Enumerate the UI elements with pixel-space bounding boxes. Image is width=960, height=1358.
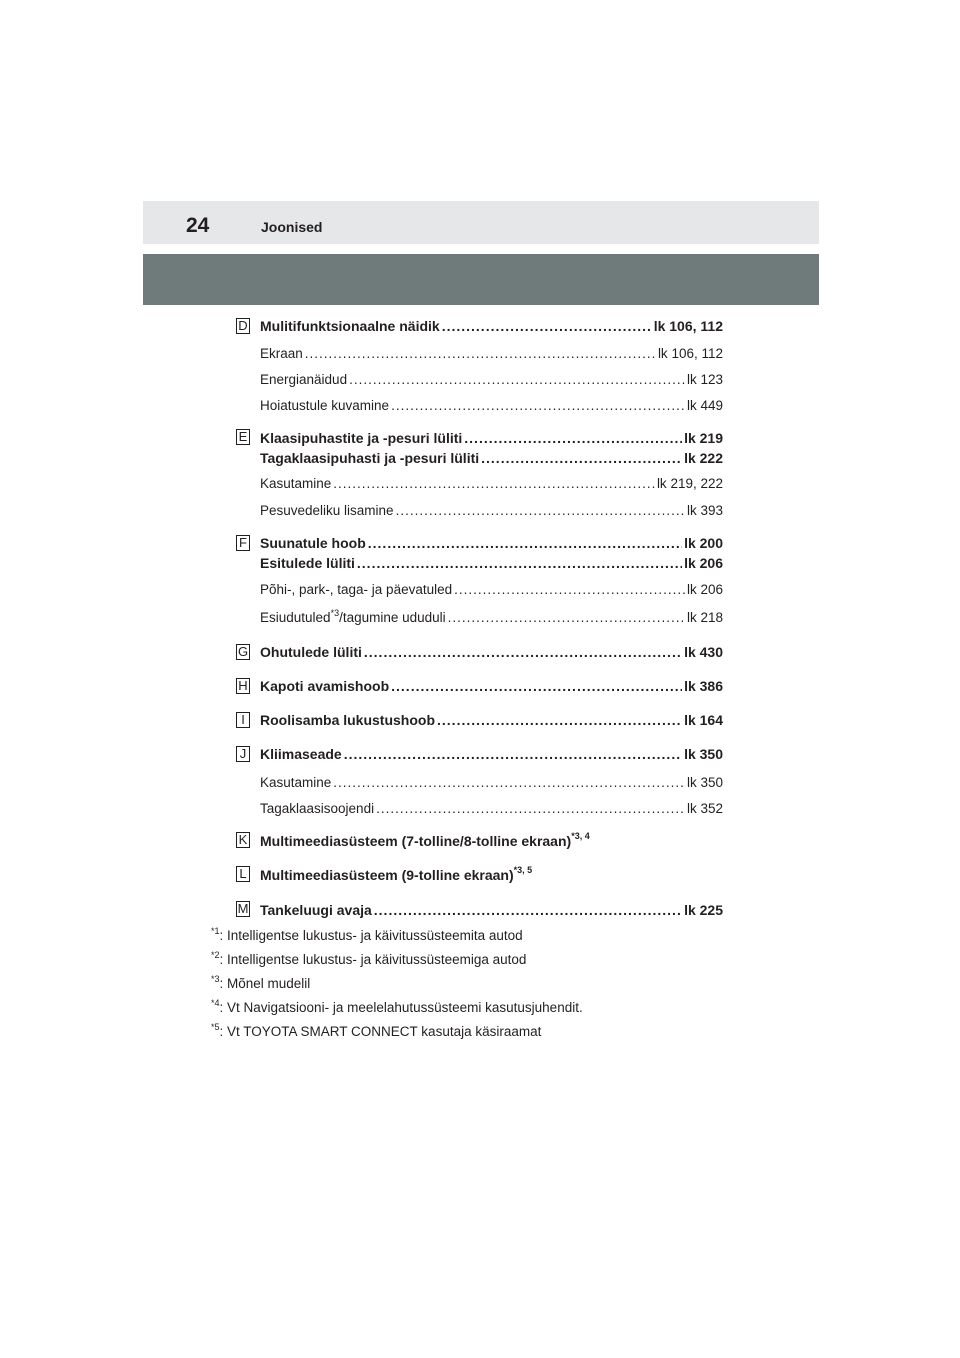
page-reference[interactable]: lk 219, 222 <box>656 476 723 491</box>
footnote-mark: *2 <box>211 949 220 960</box>
section-letter-box: F <box>236 535 250 551</box>
section-title: Joonised <box>261 219 323 235</box>
page-reference[interactable]: lk 222 <box>684 450 723 466</box>
index-entry <box>260 502 723 520</box>
dot-leader <box>349 371 685 389</box>
section-letter-box: H <box>236 678 250 694</box>
index-entry <box>260 345 723 363</box>
page-reference[interactable]: lk 219 <box>684 430 723 446</box>
page-reference[interactable]: lk 225 <box>684 902 723 918</box>
header-band <box>143 201 819 244</box>
page-reference[interactable]: lk 123 <box>686 372 723 387</box>
entry-label: Roolisamba lukustushoob <box>260 712 436 728</box>
entry-label: Põhi-, park-, taga- ja päevatuled <box>260 582 453 597</box>
page-reference[interactable]: lk 106, 112 <box>653 318 723 334</box>
page-reference[interactable]: lk 350 <box>686 775 723 790</box>
index-entry <box>260 429 723 447</box>
section-letter-box: L <box>236 866 250 882</box>
dot-leader <box>391 397 685 415</box>
entry-label: Kliimaseade <box>260 746 342 762</box>
footnote-text: : Intelligentse lukustus- ja käivitussüsteemita autod <box>219 928 523 943</box>
entry-label: Kasutamine <box>260 476 332 491</box>
dot-leader <box>344 745 682 763</box>
dot-leader <box>442 317 652 335</box>
index-entry <box>260 677 723 695</box>
entry-label: Tagaklaasipuhasti ja -pesuri lüliti <box>260 450 480 466</box>
entry-label: Suunatule hoob <box>260 535 366 551</box>
index-entry <box>260 534 723 552</box>
page-reference[interactable]: lk 218 <box>686 610 723 625</box>
entry-label: Ohutulede lüliti <box>260 644 362 660</box>
section-letter-box: J <box>236 746 250 762</box>
footnote <box>211 1023 541 1041</box>
entry-label: Tagaklaasisoojendi <box>260 801 375 816</box>
dot-leader <box>454 581 685 599</box>
dot-leader <box>437 711 682 729</box>
page-reference[interactable]: lk 200 <box>684 535 723 551</box>
section-letter-box: K <box>236 832 250 848</box>
index-entry <box>260 745 723 763</box>
entry-label: Klaasipuhastite ja -pesuri lüliti <box>260 430 463 446</box>
index-entry <box>260 371 723 389</box>
footnote <box>211 927 523 945</box>
dot-leader <box>305 345 656 363</box>
section-letter-box: D <box>236 318 250 334</box>
dot-leader <box>391 677 682 695</box>
entry-label: Esitulede lüliti <box>260 555 355 571</box>
index-entry <box>260 554 723 572</box>
dot-leader <box>357 554 682 572</box>
footnote <box>211 999 583 1017</box>
page-reference[interactable]: lk 430 <box>684 644 723 660</box>
index-entry <box>260 711 723 729</box>
page-reference[interactable]: lk 164 <box>684 712 723 728</box>
footnote <box>211 975 310 993</box>
entry-label: Mulitifunktsionaalne näidik <box>260 318 440 334</box>
footnote-mark: *5 <box>211 1021 220 1032</box>
index-entry <box>260 609 723 627</box>
entry-label: Tankeluugi avaja <box>260 902 372 918</box>
footnote-marker: *3 <box>330 607 340 618</box>
dot-leader <box>333 774 685 792</box>
entry-label: Pesuvedeliku lisamine <box>260 503 394 518</box>
page-reference[interactable]: lk 386 <box>684 678 723 694</box>
dot-leader <box>333 475 655 493</box>
section-letter-box: G <box>237 644 249 659</box>
index-entry <box>260 901 723 919</box>
footnote-marker: *3, 5 <box>513 865 533 876</box>
entry-label: Energianäidud <box>260 372 348 387</box>
footnote-text: : Mõnel mudelil <box>219 976 311 991</box>
index-entry <box>260 317 723 335</box>
page-reference[interactable]: lk 106, 112 <box>657 346 723 361</box>
index-entry <box>260 449 723 467</box>
section-banner <box>143 254 819 305</box>
section-letter-box: I <box>236 712 250 728</box>
page-reference[interactable]: lk 352 <box>686 801 723 816</box>
page-number: 24 <box>186 214 210 237</box>
section-letter-box: M <box>237 901 249 916</box>
footnote-mark: *1 <box>211 925 220 936</box>
section-letter-box: E <box>236 429 250 445</box>
footnote-text: : Intelligentse lukustus- ja käivitussüsteemiga autod <box>219 952 527 967</box>
dot-leader <box>368 534 682 552</box>
index-entry <box>260 475 723 493</box>
entry-label: Kapoti avamishoob <box>260 678 390 694</box>
index-entry <box>260 800 723 818</box>
footnote-mark: *4 <box>211 997 220 1008</box>
index-entry <box>260 397 723 415</box>
entry-label: Multimeediasüsteem (9-tolline ekraan)$^{*3, 5}$ <box>260 865 533 883</box>
entry-label: Multimeediasüsteem (7-tolline/8-tolline ekraan)$^{*3, 4}$ <box>260 831 590 849</box>
dot-leader <box>481 449 682 467</box>
entry-label: Hoiatustule kuvamine <box>260 398 390 413</box>
dot-leader <box>448 609 685 627</box>
page-reference[interactable]: lk 393 <box>686 503 723 518</box>
footnote-marker: *3, 4 <box>571 831 590 842</box>
index-entry <box>260 832 723 850</box>
dot-leader <box>376 800 685 818</box>
page-reference[interactable]: lk 449 <box>686 398 723 413</box>
entry-label: Esiudutuled$^{*3}$/tagumine ududuli <box>260 607 446 625</box>
page-reference[interactable]: lk 206 <box>686 582 723 597</box>
entry-label: Ekraan <box>260 346 303 361</box>
footnote-mark: *3 <box>211 973 220 984</box>
dot-leader <box>464 429 682 447</box>
entry-label: Kasutamine <box>260 775 332 790</box>
dot-leader <box>364 643 682 661</box>
footnote-text: : Vt TOYOTA SMART CONNECT kasutaja käsiraamat <box>219 1024 542 1039</box>
dot-leader <box>374 901 682 919</box>
footnote <box>211 951 526 969</box>
footnote-text: : Vt Navigatsiooni- ja meelelahutussüsteemi kasutusjuhendit. <box>219 1000 583 1015</box>
index-entry <box>260 581 723 599</box>
index-entry <box>260 774 723 792</box>
page-reference[interactable]: lk 350 <box>684 746 723 762</box>
page-reference[interactable]: lk 206 <box>684 555 723 571</box>
index-entry <box>260 643 723 661</box>
dot-leader <box>396 502 685 520</box>
index-entry <box>260 866 723 884</box>
